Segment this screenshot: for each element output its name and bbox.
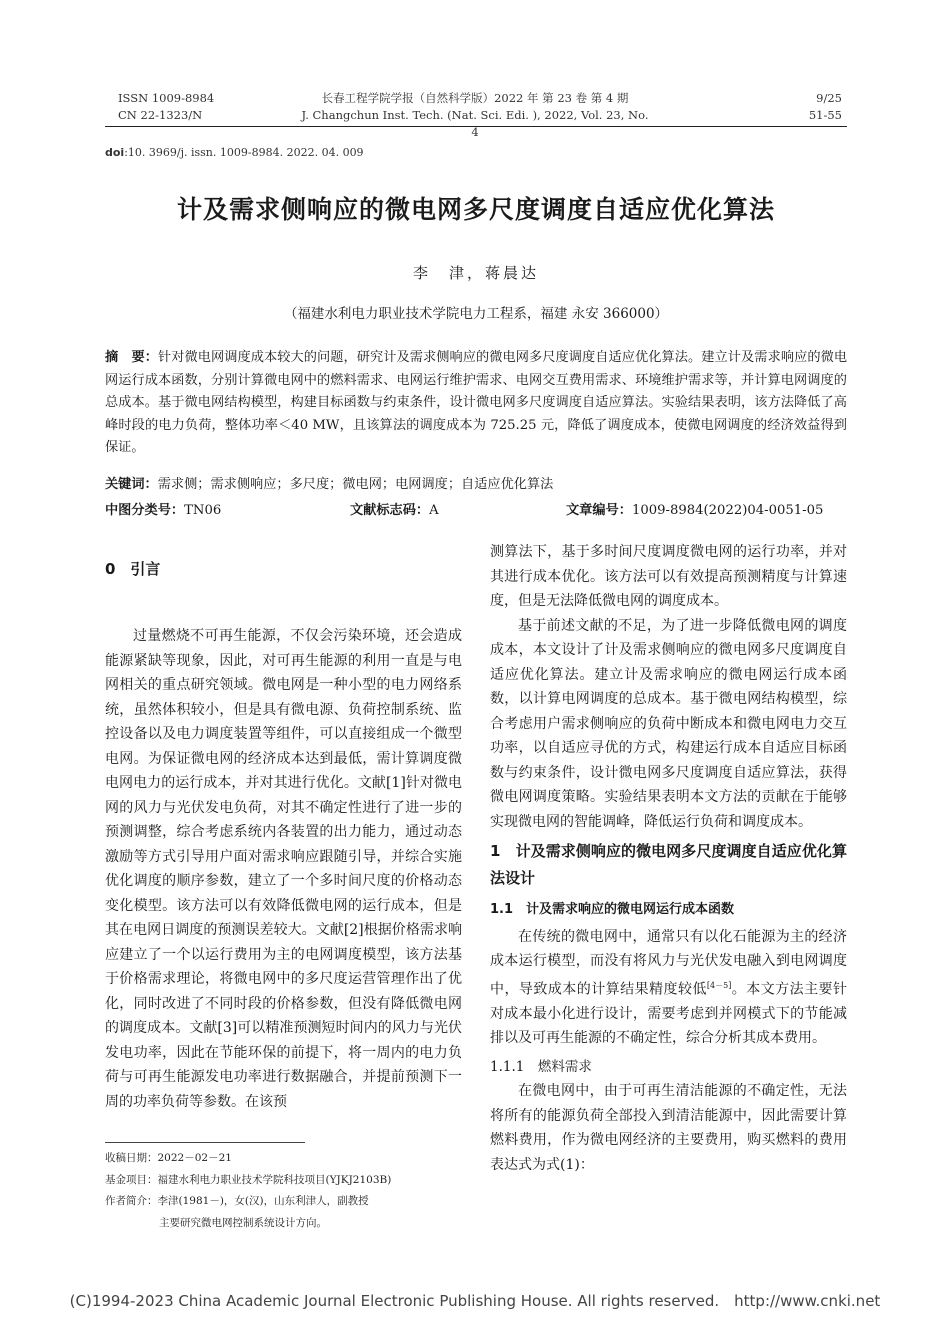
keywords-text: 需求侧；需求侧响应；多尺度；微电网；电网调度；自适应优化算法 [157, 477, 554, 492]
received-date: 收稿日期：2022－02－21 [105, 1152, 232, 1164]
doi-label: doi [105, 146, 125, 159]
journal-name-en: J. Changchun Inst. Tech. (Nat. Sci. Edi. ), 2022, Vol. 23, No. 4 [301, 108, 649, 139]
footnote-divider [105, 1142, 305, 1143]
article-number-value: 1009-8984(2022)04-0051-05 [631, 503, 824, 518]
clc-label: 中图分类号： [105, 503, 185, 518]
paragraph-cost-model-a: 在传统的微电网中，通常只有以化石能源为主的经济成本运行模型，而没有将风力与光伏发电融入到电网调度中，导致成本的计算结果精度较低 [490, 928, 847, 998]
page-range-a: 9/25 [816, 91, 842, 105]
doi-value: :10. 3969/j. issn. 1009-8984. 2022. 04. 009 [124, 146, 364, 159]
doi-line [105, 146, 364, 159]
intro-paragraph: 过量燃烧不可再生能源，不仅会污染环境，还会造成能源紧缺等现象，因此，对可再生能源的利用一直是与电网相关的重点研究领域。微电网是一种小型的电力网络系统，虽然体积较小，但是具有微电源、负荷控制系统、监控设备以及电力调度装置等组件，可以直接组成一个微型电网。为保证微电网的经济成本达到最低，需计算调度微电网电力的运行成本，并对其进行优化。文献[1]针对微电网的风力与光伏发电负荷，对其不确定性进行了进一步的预测调整，综合考虑系统内各装置的出力能力，通过动态激励等方式引导用户面对需求响应跟随引导，并综合实施优化调度的顺序参数，建立了一个多时间尺度的价格动态变化模型。该方法可以有效降低微电网的运行成本，但是其在电网日调度的预测误差较大。文献[2]根据价格需求响应建立了一个以运行费用为主的电网调度模型，该方法基于价格需求理论，将微电网中的多尺度运营管理作出了优化，同时改进了不同时段的价格参数，但没有降低微电网的调度成本。文献[3]可以精准预测短时间内的风力与光伏发电功率，因此在节能环保的前提下，将一周内的电力负荷与可再生能源发电功率进行数据融合，并提前预测下一周的功率负荷等参数。在该预 [105, 628, 462, 1110]
issn: ISSN 1009-8984 [118, 91, 215, 105]
cn-number: CN 22-1323/N [118, 108, 203, 122]
abstract [105, 347, 847, 460]
author-research: 主要研究微电网控制系统设计方向。 [159, 1216, 327, 1229]
copyright-footer: (C)1994-2023 China Academic Journal Electronic Publishing House. All rights reserved. http://www.cnki.net [69, 1292, 881, 1310]
left-column [105, 624, 462, 1114]
section-heading-1: 1 计及需求侧响应的微电网多尺度调度自适应优化算法设计 [490, 842, 847, 887]
paragraph-fuel-demand: 在微电网中，由于可再生清洁能源的不确定性，无法将所有的能源负荷全部投入到清洁能源中，因此需要计算燃料费用，作为微电网经济的主要费用，购买燃料的费用表达式为式(1)： [490, 1083, 847, 1173]
affiliation: （福建水利电力职业技术学院电力工程系，福建 永安 366000） [283, 306, 669, 322]
abstract-label: 摘 要： [105, 350, 159, 365]
paragraph-cost-model-b: 。本文方法主要针对成本最小化进行设计，需要考虑到并网模式下的节能减排以及可再生能源的不确定性，综合分析其成本费用。 [490, 981, 848, 1047]
subsection-heading-1-1: 1.1 计及需求响应的微电网运行成本函数 [490, 902, 735, 917]
subsection-heading-1-1-1: 1.1.1 燃料需求 [490, 1058, 592, 1075]
header-right [809, 90, 842, 124]
section-heading-intro: 0 引言 [105, 560, 161, 578]
paragraph-continued: 测算法下，基于多时间尺度调度微电网的运行功率，并对其进行成本优化。该方法可以有效提高预测精度与计算速度，但是无法降低微电网的调度成本。 [490, 544, 847, 609]
article-number-label: 文章编号： [566, 503, 632, 518]
paragraph-contribution: 基于前述文献的不足，为了进一步降低微电网的调度成本，本文设计了计及需求侧响应的微电网多尺度调度自适应优化算法。建立计及需求响应的微电网运行成本函数，以计算电网调度的总成本。基于微电网结构模型，综合考虑用户需求侧响应的负荷中断成本和微电网电力交互功率，以自适应寻优的方式，构建运行成本自适应目标函数与约束条件，设计微电网多尺度调度自适应算法，获得微电网调度策略。实验结果表明本文方法的贡献在于能够实现微电网的智能调峰，降低运行负荷和调度成本。 [490, 617, 847, 830]
keywords [105, 473, 847, 492]
doc-code-value: A [429, 503, 439, 518]
author-bio: 作者简介：李津(1981－)，女(汉)，山东利津人，副教授 [105, 1195, 369, 1207]
clc-number [105, 499, 221, 518]
paper-title: 计及需求侧响应的微电网多尺度调度自适应优化算法 [176, 195, 775, 224]
keywords-label: 关键词： [105, 477, 158, 492]
header-center [300, 90, 650, 141]
fund-project: 基金项目：福建水利电力职业技术学院科技项目(YJKJ2103B) [105, 1173, 392, 1186]
header-left [118, 90, 214, 124]
authors: 李 津，蒋晨达 [412, 264, 539, 282]
journal-name-cn: 长春工程学院学报（自然科学版）2022 年 第 23 卷 第 4 期 [321, 91, 629, 105]
document-code [350, 499, 439, 518]
doc-code-label: 文献标志码： [350, 503, 430, 518]
paragraph-cost-model [490, 925, 847, 1051]
right-column [490, 540, 847, 1177]
article-number [566, 499, 823, 518]
footnotes [105, 1148, 465, 1234]
page-range-b: 51-55 [808, 108, 842, 122]
abstract-text: 针对微电网调度成本较大的问题，研究计及需求侧响应的微电网多尺度调度自适应优化算法。建立计及需求响应的微电网运行成本函数，分别计算微电网中的燃料需求、电网运行维护需求、电网交互费用需求、环境维护需求等，并计算电网调度的总成本。基于微电网结构模型，构建目标函数与约束条件，设计微电网多尺度调度自适应算法。实验结果表明，该方法降低了高峰时段的电力负荷，整体功率＜40 MW，且该算法的调度成本为 725.25 元，降低了调度成本，使微电网调度的经济效益得到保证。 [105, 350, 848, 455]
clc-value: TN06 [184, 503, 222, 518]
citation-4-5: [4－5] [706, 980, 732, 990]
header-divider [105, 126, 847, 127]
